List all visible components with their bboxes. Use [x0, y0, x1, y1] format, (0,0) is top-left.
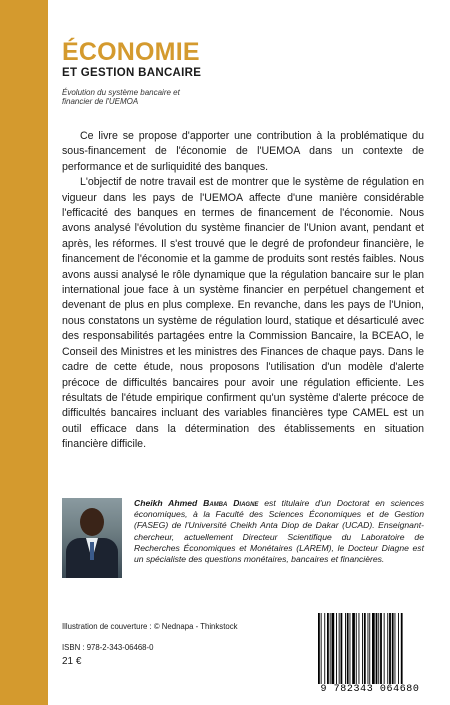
author-bio	[134, 498, 424, 565]
author-name-middle: Bamba	[203, 498, 228, 508]
isbn-number: ISBN : 978-2-343-06468-0	[62, 643, 154, 652]
book-subtitle: ET GESTION BANCAIRE	[62, 67, 202, 79]
book-header	[62, 38, 262, 106]
book-title: ÉCONOMIE	[62, 38, 200, 66]
book-price: 21 €	[62, 656, 82, 667]
barcode-digits: 9 782343 064680	[312, 684, 428, 695]
blurb-paragraph-2: L'objectif de notre travail est de montrer que le système de régulation en vigueur dans les pays de l'UEMOA affecte d'une manière considérable l'efficacité des banques en termes de financement de l'économie. Nous avons analysé l'évolution du système financier de l'Union avant, pendant et après, les réformes. Il s'est trouvé que le degré de profondeur financière, le financement de l'économie et la gamme de produits sont restés faibles. Nous avons aussi analysé le rôle dynamique que la régulation bancaire sur le plan international joue face à un système financier en perpétuel changement et devenant de plus en plus complexe. En revanche, dans les pays de l'Union, nous constatons un système de régulation lourd, statique et désarticulé avec des responsabilités partagées entre la Commission Bancaire, la BCEAO, le Conseil des Ministres et les ministres des Finances de chaque pays. Dans le cadre de cette étude, nous proposons l'utilisation d'un modèle d'alerte précoce de difficultés bancaires pour avoir une régulation efficiente. Les résultats de l'étude empirique confirment qu'un système d'alerte précoce de difficultés bancaires incluant des variables financières type CAMEL est un outil efficace dans la détermination des établissements en situation financière difficile.	[62, 176, 424, 451]
book-tagline: Évolution du système bancaire et financier de l'UEMOA	[62, 88, 180, 106]
author-bio-text: est titulaire d'un Doctorat en sciences économiques, à la Faculté des Sciences Économiques et de Gestion (FASEG) de l'Université Cheikh Anta Diop de Dakar (UCAD). Enseignant-chercheur, actuellement Directeur Scientifique du Laboratoire de Recherches Économiques et Monétaires (LAREM), le Docteur Diagne est un spécialiste des questions monétaires, bancaires et financières.	[134, 498, 425, 565]
back-cover-blurb	[62, 129, 424, 453]
author-section	[62, 498, 424, 590]
barcode-bars	[312, 613, 428, 685]
cover-illustration-credit: Illustration de couverture : © Nednapa - Thinkstock	[62, 622, 238, 631]
author-name-last: Diagne	[233, 498, 259, 508]
isbn-barcode	[312, 613, 428, 691]
author-photo	[62, 498, 122, 578]
blurb-paragraph-1: Ce livre se propose d'apporter une contribution à la problématique du sous-financement de l'économie de l'UEMOA dans un contexte de performance et de surliquidité des banques.	[62, 130, 424, 173]
cover-spine-band	[0, 0, 48, 705]
author-name-first: Cheikh Ahmed	[134, 498, 198, 508]
